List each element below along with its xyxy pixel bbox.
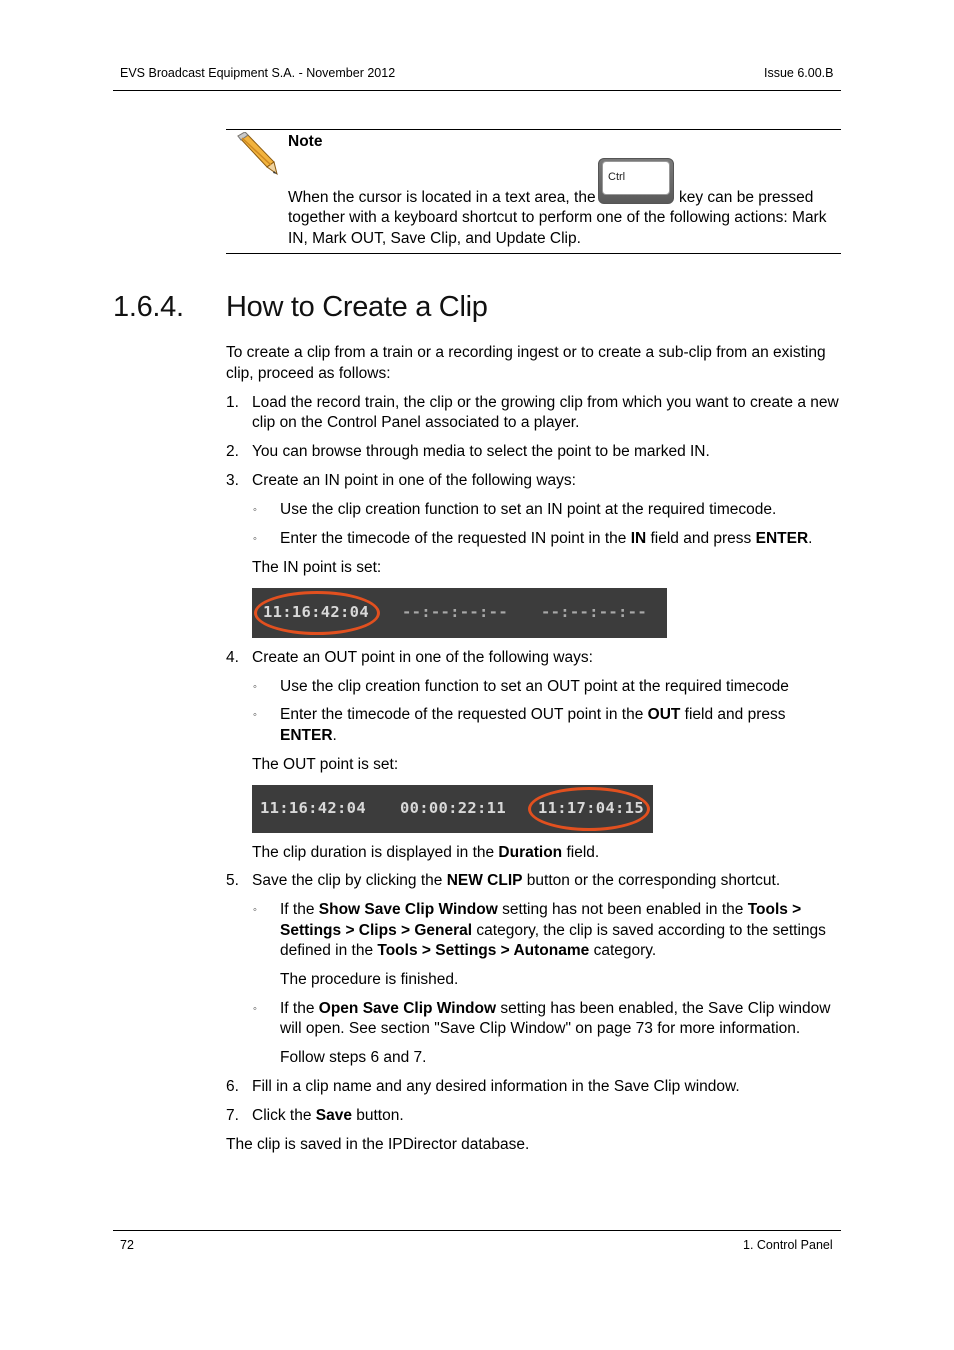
step3-bullet1: Use the clip creation function to set an IN point at the required timecode.	[280, 501, 777, 518]
page-number: 72	[120, 1238, 134, 1252]
bullet-marker: ◦	[253, 533, 257, 545]
step5-bullet1-after: The procedure is finished.	[280, 971, 459, 988]
step4-bullet2-line2: ENTER.	[280, 727, 337, 744]
section-number: 1.6.4.	[113, 291, 184, 323]
footer-rule	[113, 1230, 841, 1231]
step3-text: Create an IN point in one of the following ways:	[252, 472, 576, 489]
step5-text: Save the clip by clicking the NEW CLIP button or the corresponding shortcut.	[252, 872, 781, 889]
pencil-icon	[232, 132, 280, 176]
step5-bullet2-line2: will open. See section "Save Clip Window" on page 73 for more information.	[280, 1020, 801, 1037]
header-left: EVS Broadcast Equipment S.A. - November 2012	[120, 66, 396, 80]
footer-chapter: 1. Control Panel	[743, 1238, 833, 1252]
step3-bullet2: Enter the timecode of the requested IN point in the IN field and press ENTER.	[280, 530, 813, 547]
step5-bullet2-line1: If the Open Save Clip Window setting has been enabled, the Save Clip window	[280, 1000, 831, 1017]
note-bottom-rule	[226, 253, 841, 254]
step3-result: The IN point is set:	[252, 559, 382, 576]
note-text-line1b: key can be pressed	[679, 189, 814, 206]
note-text-line2: together with a keyboard shortcut to perform one of the following actions: Mark	[288, 209, 827, 226]
note-title: Note	[288, 133, 323, 150]
step3-number: 3.	[226, 472, 239, 489]
step4-text: Create an OUT point in one of the following ways:	[252, 649, 593, 666]
bullet-marker: ◦	[253, 709, 257, 721]
step6-text: Fill in a clip name and any desired information in the Save Clip window.	[252, 1078, 740, 1095]
conclusion: The clip is saved in the IPDirector database.	[226, 1136, 530, 1153]
step5-bullet1-line3: defined in the Tools > Settings > Autoname category.	[280, 942, 657, 959]
step4-result: The OUT point is set:	[252, 756, 399, 773]
step1-number: 1.	[226, 394, 239, 411]
in-timecode: 11:16:42:04	[263, 603, 369, 621]
duration-timecode: --:--:--:--	[541, 603, 647, 621]
section-title: How to Create a Clip	[226, 291, 488, 323]
duration-note: The clip duration is displayed in the Duration field.	[252, 844, 600, 861]
note-text-line3: IN, Mark OUT, Save Clip, and Update Clip.	[288, 230, 581, 247]
step7-number: 7.	[226, 1107, 239, 1124]
step1-line1: Load the record train, the clip or the growing clip from which you want to create a new	[252, 394, 839, 411]
bullet-marker: ◦	[253, 904, 257, 916]
step6-number: 6.	[226, 1078, 239, 1095]
in-timecode: 11:16:42:04	[260, 799, 366, 817]
step2-text: You can browse through media to select the point to be marked IN.	[252, 443, 710, 460]
note-top-rule	[226, 129, 841, 130]
header-rule	[113, 90, 841, 91]
intro-line2: clip, proceed as follows:	[226, 365, 391, 382]
step5-bullet1-line2: Settings > Clips > General category, the clip is saved according to the settings	[280, 922, 826, 939]
ctrl-key-image	[598, 158, 674, 204]
out-timecode: --:--:--:--	[402, 603, 508, 621]
step5-number: 5.	[226, 872, 239, 889]
out-timecode: 11:17:04:15	[538, 799, 644, 817]
step2-number: 2.	[226, 443, 239, 460]
ctrl-key-label: Ctrl	[608, 171, 626, 183]
bullet-marker: ◦	[253, 504, 257, 516]
bullet-marker: ◦	[253, 681, 257, 693]
step4-bullet2-line1: Enter the timecode of the requested OUT point in the OUT field and press	[280, 706, 786, 723]
out-point-timecode-image	[252, 785, 653, 833]
header-right: Issue 6.00.B	[764, 66, 834, 80]
step4-bullet1: Use the clip creation function to set an OUT point at the required timecode	[280, 678, 789, 695]
note-text-line1a: When the cursor is located in a text area, the	[288, 189, 596, 206]
in-point-timecode-image	[252, 588, 667, 638]
duration-timecode: 00:00:22:11	[400, 799, 506, 817]
step5-bullet1-line1: If the Show Save Clip Window setting has not been enabled in the Tools >	[280, 901, 802, 918]
step5-bullet2-after: Follow steps 6 and 7.	[280, 1049, 427, 1066]
step7-text: Click the Save button.	[252, 1107, 404, 1124]
step1-line2: clip on the Control Panel associated to a player.	[252, 414, 580, 431]
step4-number: 4.	[226, 649, 239, 666]
intro-line1: To create a clip from a train or a recording ingest or to create a sub-clip from an existing	[226, 344, 826, 361]
bullet-marker: ◦	[253, 1003, 257, 1015]
